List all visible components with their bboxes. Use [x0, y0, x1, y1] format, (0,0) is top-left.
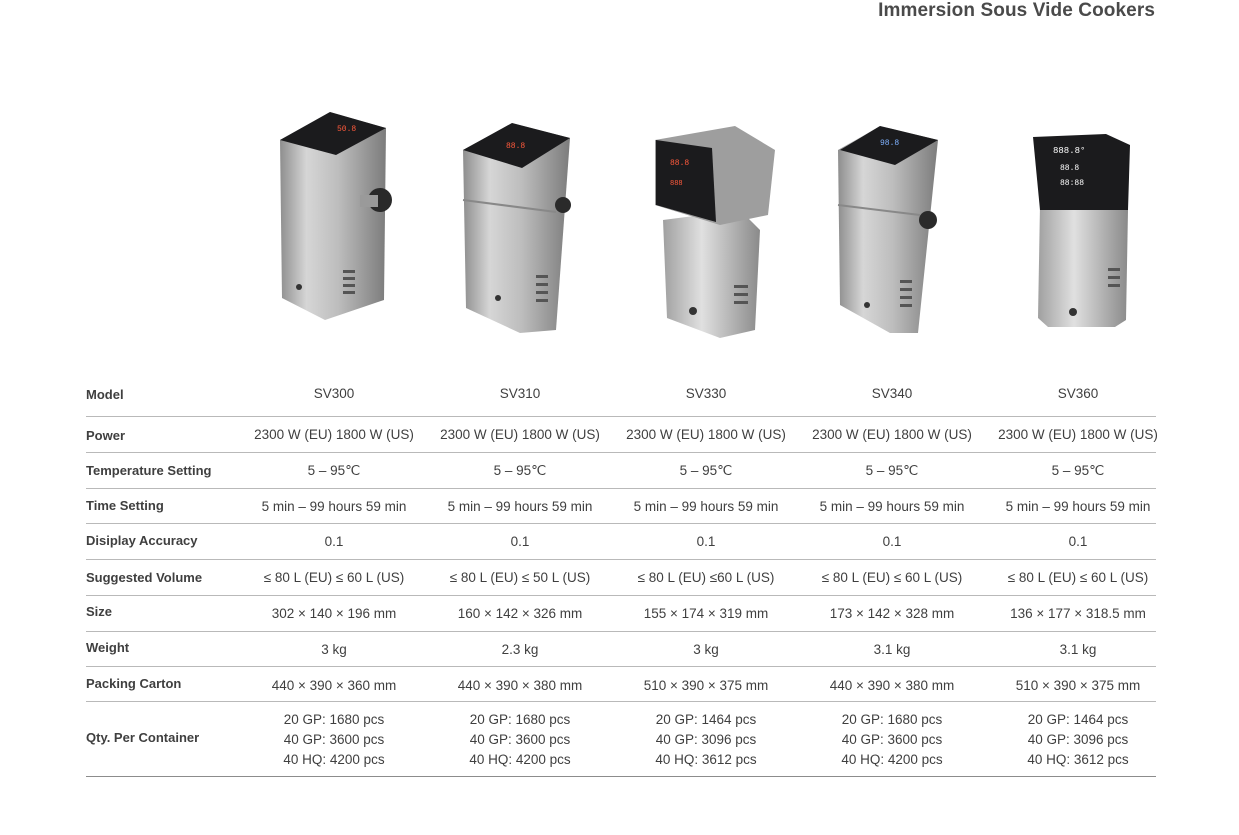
cell-sv340: 2300 W (EU) 1800 W (US) [812, 427, 972, 442]
table-row [86, 632, 1156, 667]
sv330-device-image [655, 126, 775, 338]
svg-text:98.8: 98.8 [880, 139, 900, 148]
cell-sv360: 5 – 95℃ [1051, 463, 1105, 478]
qty-20gp: 20 GP: 1464 pcs [655, 712, 757, 727]
row-label: Temperature Setting [86, 463, 212, 478]
qty-40gp: 40 GP: 3096 pcs [655, 732, 757, 747]
cell-sv340: 173 × 142 × 328 mm [829, 606, 955, 621]
qty-40gp: 40 GP: 3600 pcs [283, 732, 385, 747]
row-label: Qty. Per Container [86, 730, 200, 745]
cell-sv310: 0.1 [510, 534, 530, 549]
product-images [0, 0, 1239, 360]
cell-sv330: 3 kg [693, 642, 719, 657]
cell-sv330: 5 – 95℃ [679, 463, 733, 478]
page-title: Immersion Sous Vide Cookers [878, 0, 1155, 21]
cell-sv310: ≤ 80 L (EU) ≤ 50 L (US) [449, 570, 591, 585]
cell-sv300: ≤ 80 L (EU) ≤ 60 L (US) [263, 570, 405, 585]
cell-sv300: SV300 [313, 386, 355, 401]
row-label: Model [86, 387, 124, 402]
table-row [86, 667, 1156, 702]
cell-sv310: 5 min – 99 hours 59 min [447, 499, 593, 514]
cell-sv300: 5 – 95℃ [307, 463, 361, 478]
cell-sv310: 160 × 142 × 326 mm [457, 606, 583, 621]
row-label: Power [86, 428, 126, 443]
sv300-device-image [280, 112, 392, 320]
table-row [86, 560, 1156, 596]
cell-sv340: 3.1 kg [873, 642, 911, 657]
product-illustrations [0, 0, 1239, 360]
row-label: Disiplay Accuracy [86, 533, 198, 548]
svg-text:888: 888 [670, 180, 683, 188]
cell-sv340: SV340 [871, 386, 913, 401]
svg-text:88:88: 88:88 [1060, 179, 1085, 188]
cell-sv340 [799, 710, 985, 770]
cell-sv330 [613, 710, 799, 770]
row-label: Time Setting [86, 498, 164, 513]
qty-40hq: 40 HQ: 3612 pcs [655, 752, 757, 767]
cell-sv340: 5 min – 99 hours 59 min [819, 499, 965, 514]
svg-text:88.8: 88.8 [1060, 164, 1080, 173]
qty-20gp: 20 GP: 1680 pcs [469, 712, 571, 727]
cell-sv340: 5 – 95℃ [865, 463, 919, 478]
cell-sv360: SV360 [1057, 386, 1099, 401]
cell-sv340: ≤ 80 L (EU) ≤ 60 L (US) [821, 570, 963, 585]
qty-40gp: 40 GP: 3600 pcs [469, 732, 571, 747]
row-label: Size [86, 604, 113, 619]
qty-40gp: 40 GP: 3096 pcs [1027, 732, 1129, 747]
svg-text:88.8: 88.8 [506, 142, 526, 151]
cell-sv300: 0.1 [324, 534, 344, 549]
cell-sv360: ≤ 80 L (EU) ≤ 60 L (US) [1007, 570, 1149, 585]
row-label: Packing Carton [86, 676, 182, 691]
sv340-device-image [838, 126, 938, 333]
cell-sv360 [985, 710, 1171, 770]
cell-sv310: 2.3 kg [501, 642, 539, 657]
cell-sv360: 2300 W (EU) 1800 W (US) [998, 427, 1158, 442]
sv360-device-image [1033, 134, 1130, 327]
cell-sv300 [241, 710, 427, 770]
qty-20gp: 20 GP: 1680 pcs [283, 712, 385, 727]
cell-sv330: 5 min – 99 hours 59 min [633, 499, 779, 514]
cell-sv310: 440 × 390 × 380 mm [457, 678, 583, 693]
row-label: Suggested Volume [86, 570, 203, 585]
cell-sv330: 0.1 [696, 534, 716, 549]
qty-20gp: 20 GP: 1680 pcs [841, 712, 943, 727]
cell-sv310: 2300 W (EU) 1800 W (US) [440, 427, 600, 442]
cell-sv300: 3 kg [321, 642, 347, 657]
cell-sv330: 155 × 174 × 319 mm [643, 606, 769, 621]
cell-sv310: SV310 [499, 386, 541, 401]
table-row [86, 596, 1156, 632]
table-row [86, 702, 1156, 777]
qty-40hq: 40 HQ: 3612 pcs [1027, 752, 1129, 767]
cell-sv340: 440 × 390 × 380 mm [829, 678, 955, 693]
cell-sv360: 3.1 kg [1059, 642, 1097, 657]
cell-sv300: 302 × 140 × 196 mm [271, 606, 397, 621]
qty-40hq: 40 HQ: 4200 pcs [283, 752, 385, 767]
qty-40hq: 40 HQ: 4200 pcs [841, 752, 943, 767]
cell-sv330: 2300 W (EU) 1800 W (US) [626, 427, 786, 442]
cell-sv360: 510 × 390 × 375 mm [1015, 678, 1141, 693]
cell-sv360: 0.1 [1068, 534, 1088, 549]
cell-sv360: 5 min – 99 hours 59 min [1005, 499, 1151, 514]
cell-sv300: 440 × 390 × 360 mm [271, 678, 397, 693]
row-label: Weight [86, 640, 130, 655]
table-row [86, 489, 1156, 524]
cell-sv330: ≤ 80 L (EU) ≤60 L (US) [637, 570, 775, 585]
table-row [86, 372, 1156, 417]
qty-40gp: 40 GP: 3600 pcs [841, 732, 943, 747]
cell-sv360: 136 × 177 × 318.5 mm [1010, 606, 1146, 621]
cell-sv300: 2300 W (EU) 1800 W (US) [254, 427, 414, 442]
cell-sv330: 510 × 390 × 375 mm [643, 678, 769, 693]
svg-text:50.8: 50.8 [337, 125, 357, 134]
cell-sv340: 0.1 [882, 534, 902, 549]
svg-text:88.8: 88.8 [670, 159, 690, 168]
cell-sv300: 5 min – 99 hours 59 min [261, 499, 407, 514]
cell-sv310: 5 – 95℃ [493, 463, 547, 478]
cell-sv330: SV330 [685, 386, 727, 401]
qty-20gp: 20 GP: 1464 pcs [1027, 712, 1129, 727]
cell-sv310 [427, 710, 613, 770]
table-row [86, 524, 1156, 560]
table-row [86, 417, 1156, 453]
table-row [86, 453, 1156, 489]
qty-40hq: 40 HQ: 4200 pcs [469, 752, 571, 767]
spec-table [86, 372, 1156, 777]
svg-text:888.8°: 888.8° [1053, 146, 1086, 156]
sv310-device-image [463, 123, 571, 333]
